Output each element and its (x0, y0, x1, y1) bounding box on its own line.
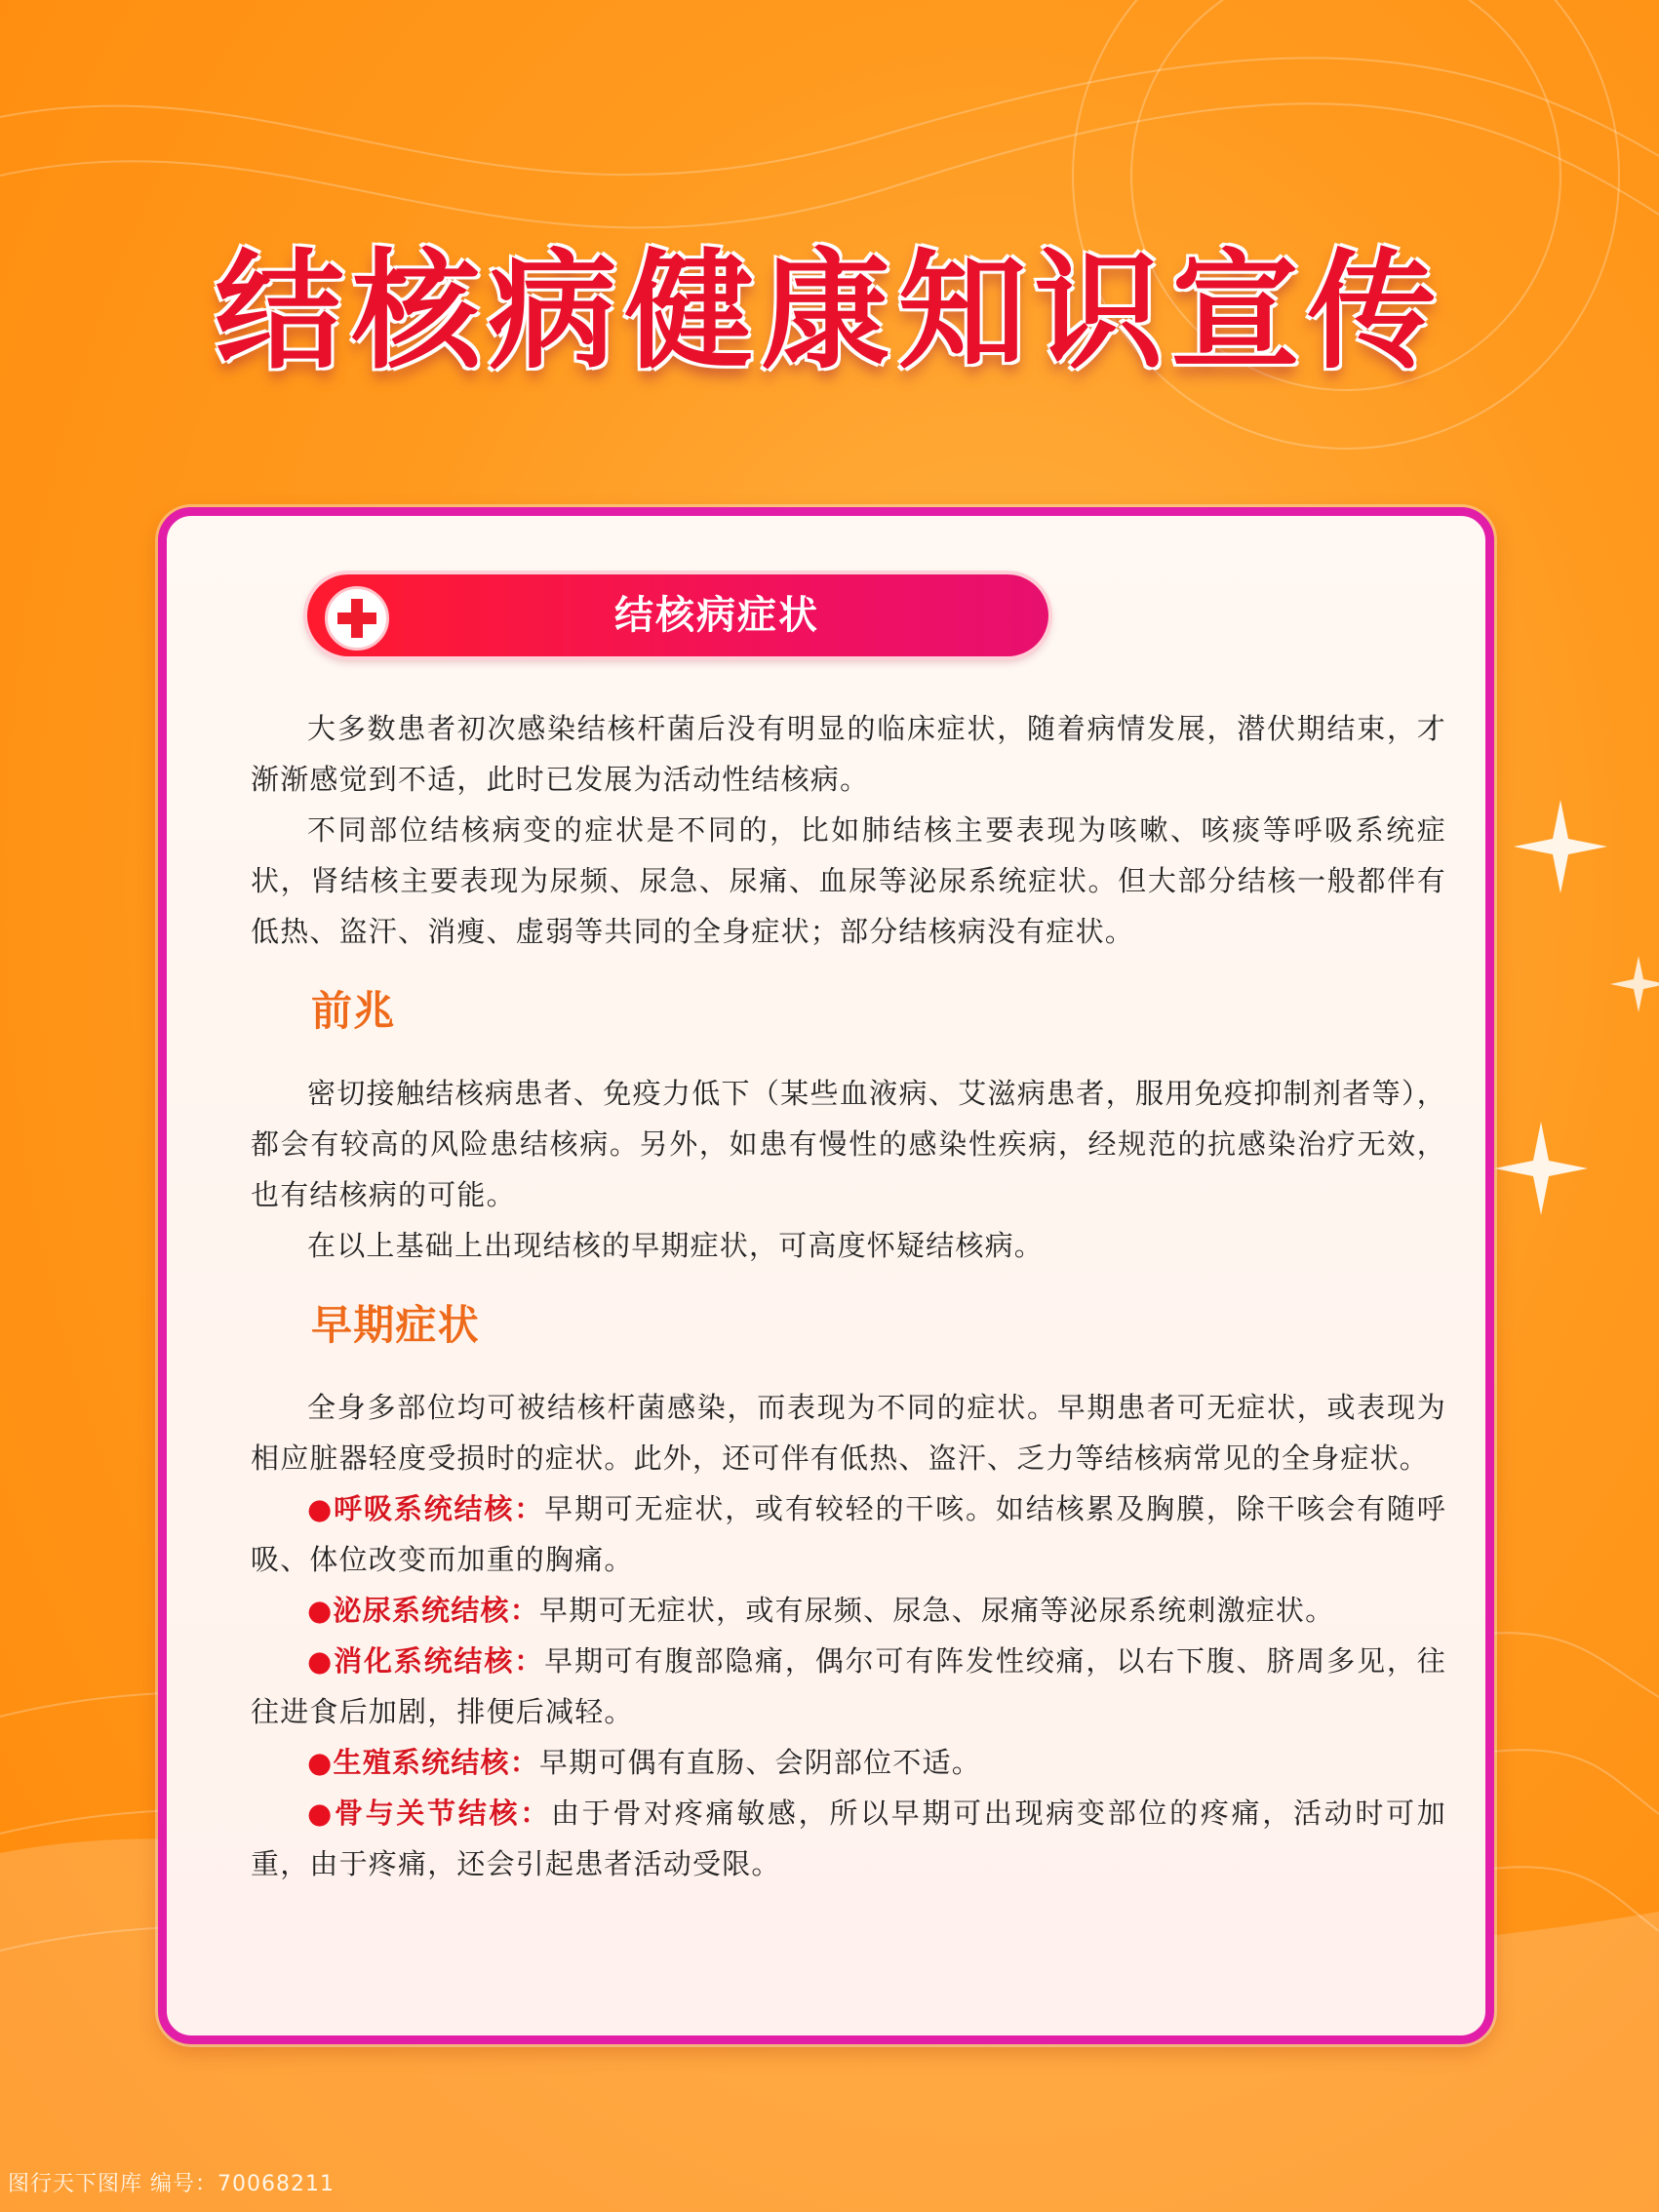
bullet-text: 早期可无症状，或有尿频、尿急、尿痛等泌尿系统刺激症状。 (538, 1594, 1335, 1627)
early-symptoms-paragraph: 全身多部位均可被结核杆菌感染，而表现为不同的症状。早期患者可无症状，或表现为相应脏器轻度受损时的症状。此外，还可伴有低热、盗汗、乏力等结核病常见的全身症状。 (251, 1391, 1446, 1475)
watermark: 图行天下图库 编号：70068211 (8, 2172, 335, 2196)
section-header (307, 574, 1048, 656)
precursor-paragraph: 在以上基础上出现结核的早期症状，可高度怀疑结核病。 (307, 1229, 1045, 1262)
bullet-item (251, 1636, 1446, 1737)
bullet-dot-icon: ● (307, 1797, 336, 1830)
early-symptoms-heading: 早期症状 (311, 1301, 480, 1349)
bullet-item (251, 1483, 1446, 1585)
bullet-dot-icon: ● (307, 1746, 334, 1779)
content-card (158, 507, 1494, 2044)
bullet-item (251, 1788, 1446, 1889)
bullet-lead: 呼吸系统结核： (334, 1492, 545, 1525)
bullet-text: 由于骨对疼痛敏感，所以早期可出现病变部位的疼痛，活动时可加重，由于疼痛，还会引起患者活动受限。 (251, 1797, 1446, 1880)
bullet-dot-icon: ● (307, 1492, 335, 1525)
bullet-lead: 骨与关节结核： (335, 1797, 551, 1830)
intro-paragraph: 大多数患者初次感染结核杆菌后没有明显的临床症状，随着病情发展，潜伏期结束，才渐渐感觉到不适，此时已发展为活动性结核病。 (251, 712, 1446, 796)
bullet-text: 早期可偶有直肠、会阴部位不适。 (538, 1746, 981, 1779)
intro-paragraph: 不同部位结核病变的症状是不同的，比如肺结核主要表现为咳嗽、咳痰等呼吸系统症状，肾结核主要表现为尿频、尿急、尿痛、血尿等泌尿系统症状。但大部分结核一般都伴有低热、盗汗、消瘦、虚弱等共同的全身症状；部分结核病没有症状。 (251, 813, 1446, 948)
bullet-lead: 泌尿系统结核： (333, 1594, 539, 1627)
article-body (251, 703, 1446, 1889)
precursor-heading: 前兆 (311, 987, 396, 1035)
precursor-paragraph: 密切接触结核病患者、免疫力低下（某些血液病、艾滋病患者，服用免疫抑制剂者等），都会有较高的风险患结核病。另外，如患有慢性的感染性疾病，经规范的抗感染治疗无效，也有结核病的可能。 (251, 1077, 1446, 1211)
red-cross-icon (325, 586, 389, 651)
poster-title: 结核病健康知识宣传 (215, 236, 1444, 387)
bullet-lead: 生殖系统结核： (333, 1746, 539, 1779)
bullet-item (251, 1585, 1446, 1636)
section-header-label: 结核病症状 (614, 593, 819, 638)
bullet-dot-icon: ● (307, 1644, 335, 1678)
bullet-dot-icon: ● (307, 1594, 334, 1627)
bullet-text: 早期可有腹部隐痛，偶尔可有阵发性绞痛，以右下腹、脐周多见，往往进食后加剧，排便后减轻。 (251, 1644, 1446, 1728)
bullet-item (251, 1737, 1446, 1788)
bullet-text: 早期可无症状，或有较轻的干咳。如结核累及胸膜，除干咳会有随呼吸、体位改变而加重的胸痛。 (251, 1492, 1446, 1576)
bullet-lead: 消化系统结核： (334, 1644, 545, 1678)
